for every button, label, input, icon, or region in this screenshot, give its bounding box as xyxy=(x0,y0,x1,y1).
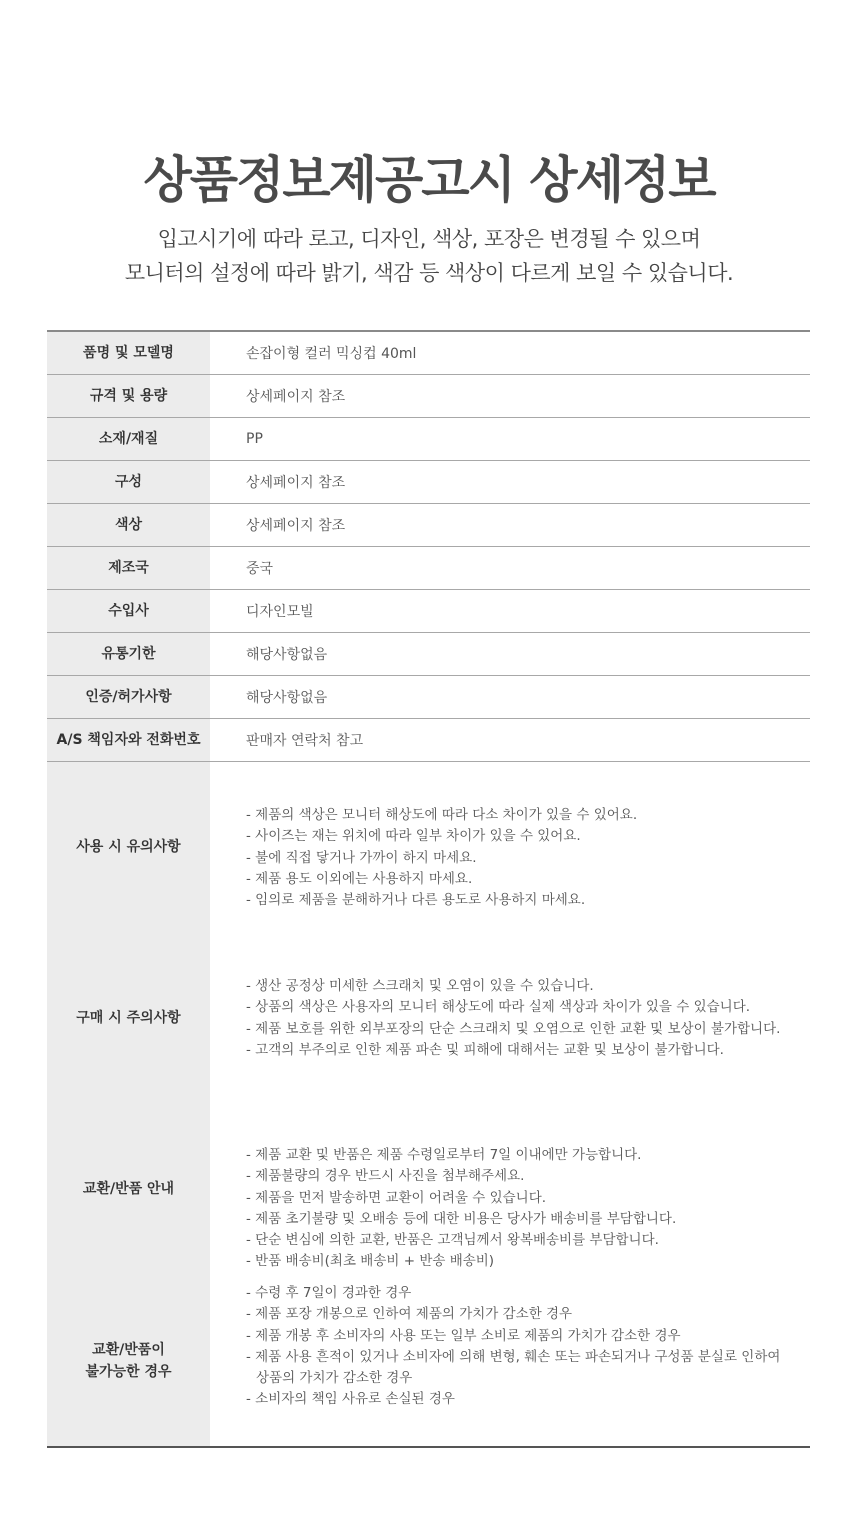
note-line: - 제품불량의 경우 반드시 사진을 첨부해주세요. xyxy=(246,1168,525,1185)
table-row xyxy=(47,547,810,590)
row-value: 디자인모빌 xyxy=(246,604,314,620)
table-row xyxy=(47,676,810,719)
row-label: A/S 책임자와 전화번호 xyxy=(47,719,210,761)
note-line: - 제품 포장 개봉으로 인하여 제품의 가치가 감소한 경우 xyxy=(246,1306,573,1323)
note-line: - 생산 공정상 미세한 스크래치 및 오염이 있을 수 있습니다. xyxy=(246,978,594,994)
row-label: 유통기한 xyxy=(47,633,210,675)
exchange-label: 교환/반품 안내 xyxy=(82,1181,175,1197)
page-subtitle xyxy=(0,222,858,290)
exchange-notes xyxy=(246,1103,810,1275)
usage-label: 사용 시 유의사항 xyxy=(76,839,181,855)
notice-block xyxy=(47,762,810,1446)
note-line: - 고객의 부주의로 인한 제품 파손 및 피해에 대해서는 교환 및 보상이 불가합니다. xyxy=(246,1041,724,1058)
table-row xyxy=(47,633,810,676)
purchase-label: 구매 시 주의사항 xyxy=(76,1009,181,1026)
not-allowed-label xyxy=(85,1275,171,1446)
note-line: - 임의로 제품을 분해하거나 다른 용도로 사용하지 마세요. xyxy=(246,892,586,909)
row-value: 해당사항없음 xyxy=(246,690,328,706)
page-title: 상품정보제공고시 상세정보 xyxy=(143,151,715,209)
purchase-notes xyxy=(246,932,810,1103)
table-row xyxy=(47,418,810,461)
notice-label-column xyxy=(47,762,210,1446)
table-row xyxy=(47,590,810,633)
table-row xyxy=(47,504,810,547)
row-value: 해당사항없음 xyxy=(246,647,328,663)
table-row xyxy=(47,719,810,762)
note-line: - 제품 교환 및 반품은 제품 수령일로부터 7일 이내에만 가능합니다. xyxy=(246,1147,642,1163)
note-line: - 제품 용도 이외에는 사용하지 마세요. xyxy=(246,870,473,887)
subtitle-line: 입고시기에 따라 로고, 디자인, 색상, 포장은 변경될 수 있으며 xyxy=(157,227,701,251)
row-label: 구성 xyxy=(47,461,210,503)
row-value: 판매자 연락처 참고 xyxy=(246,733,364,749)
subtitle-line: 모니터의 설정에 따라 밝기, 색감 등 색상이 다르게 보일 수 있습니다. xyxy=(124,261,734,285)
note-line: - 사이즈는 재는 위치에 따라 일부 차이가 있을 수 있어요. xyxy=(246,828,581,845)
row-label: 수입사 xyxy=(47,590,210,632)
row-value: PP xyxy=(246,431,263,447)
row-value: 상세페이지 참조 xyxy=(246,518,346,534)
note-line: - 제품 사용 흔적이 있거나 소비자에 의해 변형, 훼손 또는 파손되거나 구성품 분실로 인하여 xyxy=(246,1348,781,1365)
row-label: 소재/재질 xyxy=(47,418,210,460)
note-line: - 단순 변심에 의한 교환, 반품은 고객님께서 왕복배송비를 부담합니다. xyxy=(246,1232,659,1249)
note-line: - 제품을 먼저 발송하면 교환이 어려울 수 있습니다. xyxy=(246,1189,547,1206)
note-line: - 제품 보호를 위한 외부포장의 단순 스크래치 및 오염으로 인한 교환 및 보상이 불가합니다. xyxy=(246,1020,781,1037)
note-line: - 제품 개봉 후 소비자의 사용 또는 일부 소비로 제품의 가치가 감소한 경우 xyxy=(246,1327,681,1344)
row-value: 손잡이형 컬러 믹싱컵 40ml xyxy=(246,346,417,362)
row-value: 상세페이지 참조 xyxy=(246,389,346,405)
not-allowed-label-line: 교환/반품이 xyxy=(92,1341,165,1358)
note-line: - 반품 배송비(최초 배송비 + 반송 배송비) xyxy=(246,1253,495,1270)
usage-notes xyxy=(246,762,810,932)
table-row xyxy=(47,332,810,375)
note-line: 상품의 가치가 감소한 경우 xyxy=(256,1370,413,1387)
not-allowed-label-line: 불가능한 경우 xyxy=(85,1363,172,1380)
product-info-table xyxy=(47,330,810,1448)
row-label: 색상 xyxy=(47,504,210,546)
note-line: - 제품의 색상은 모니터 해상도에 따라 다소 차이가 있을 수 있어요. xyxy=(246,807,638,823)
note-line: - 소비자의 책임 사유로 손실된 경우 xyxy=(246,1391,455,1408)
note-line: - 제품 초기불량 및 오배송 등에 대한 비용은 당사가 배송비를 부담합니다. xyxy=(246,1210,677,1227)
note-line: - 불에 직접 닿거나 가까이 하지 마세요. xyxy=(246,849,477,866)
row-label: 규격 및 용량 xyxy=(47,375,210,417)
table-row xyxy=(47,461,810,504)
row-label: 인증/허가사항 xyxy=(47,676,210,718)
row-label: 제조국 xyxy=(47,547,210,589)
note-line: - 수령 후 7일이 경과한 경우 xyxy=(246,1285,412,1301)
note-line: - 상품의 색상은 사용자의 모니터 해상도에 따라 실제 색상과 차이가 있을 수 있습니다. xyxy=(246,999,751,1016)
row-value: 중국 xyxy=(246,561,274,577)
row-value: 상세페이지 참조 xyxy=(246,475,346,491)
not-allowed-notes xyxy=(246,1275,810,1446)
table-row xyxy=(47,375,810,418)
row-label: 품명 및 모델명 xyxy=(47,332,210,374)
notice-content-column xyxy=(210,762,810,1446)
